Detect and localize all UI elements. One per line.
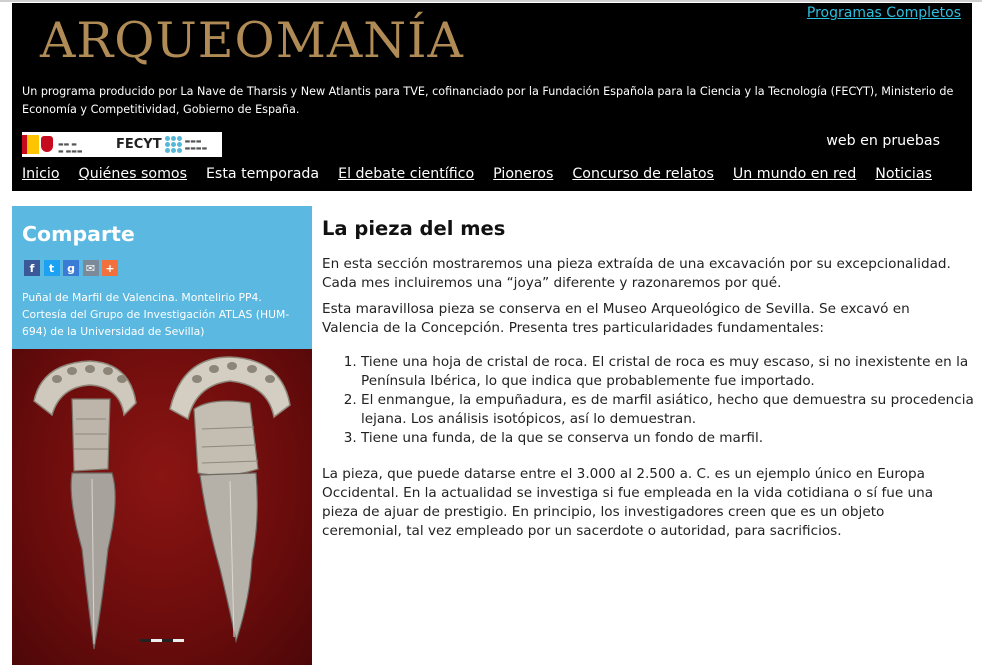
share-buttons	[24, 260, 122, 276]
email-icon[interactable]: ✉	[83, 260, 99, 276]
comparte-heading: Comparte	[22, 222, 135, 246]
conclusion-paragraph: La pieza, que puede datarse entre el 3.000 al 2.500 a. C. es un ejemplo único en Europa Occidental. En la actualidad se investiga si fue empleada en la vida cotidiana o sí fue una pieza de ajuar de prestigio. En principio, los investigadores creen que es un objeto ceremonial, tal vez empleado por un sacerdote o autoridad, para sacrificios.	[322, 466, 934, 539]
fecyt-logo-text: FECYT	[116, 137, 162, 152]
flag-yellow-stripe	[27, 135, 39, 154]
fecyt-subtext-mark: ▬▬▬ ▬▬▬▬	[184, 137, 208, 152]
coat-of-arms-icon	[41, 136, 53, 152]
site-header	[12, 3, 972, 191]
sponsor-logos[interactable]	[22, 132, 222, 157]
more-plus-icon[interactable]: +	[102, 260, 118, 276]
particularities-list	[322, 353, 982, 448]
google-plus-icon[interactable]: g	[63, 260, 79, 276]
nav-inicio[interactable]: Inicio	[22, 166, 60, 182]
web-status-note: web en pruebas	[826, 133, 940, 149]
fecyt-dots-icon	[165, 136, 182, 153]
photo-caption: Puñal de Marfil de Valencina. Montelirio PP4. Cortesía del Grupo de Investigación ATLAS (HUM-694) de la Universidad de Sevilla)	[22, 291, 290, 338]
nav-quienes-somos[interactable]: Quiénes somos	[78, 166, 187, 182]
ministry-mark: ▬▬ ▬ ▬ ▬▬▬	[58, 141, 83, 155]
nav-concurso-relatos[interactable]: Concurso de relatos	[572, 166, 714, 182]
nav-mundo-en-red[interactable]: Un mundo en red	[732, 166, 857, 182]
nav-esta-temporada[interactable]: Esta temporada	[205, 166, 320, 182]
dagger-illustration	[12, 349, 312, 665]
site-logo[interactable]: ARQUEOMANÍA	[40, 12, 464, 69]
production-credits: Un programa producido por La Nave de Tharsis y New Atlantis para TVE, cofinanciado por la Fundación Española para la Ciencia y la Tecnología (FECYT), Ministerio de Economía y Competitividad, Gobierno de España.	[22, 85, 954, 116]
page-title: La pieza del mes	[322, 217, 506, 240]
facebook-icon[interactable]: f	[24, 260, 40, 276]
list-item: 3. Tiene una funda, de la que se conserva un fondo de marfil.	[361, 429, 982, 448]
list-item: 2. El enmangue, la empuñadura, es de marfil asiático, hecho que demuestra su procedencia lejana. Los análisis isotópicos, así lo demuestran.	[361, 391, 982, 429]
nav-pioneros[interactable]: Pioneros	[493, 166, 554, 182]
description-paragraph: Esta maravillosa pieza se conserva en el Museo Arqueológico de Sevilla. Se excavó en Valencia de la Concepción. Presenta tres particularidades fundamentales:	[322, 301, 910, 336]
list-item: 1. Tiene una hoja de cristal de roca. El cristal de roca es muy escaso, si no inexistente en la Península Ibérica, lo que indica que probablemente fue importado.	[361, 353, 982, 391]
gobierno-espana-logo	[22, 132, 114, 157]
main-navigation	[22, 166, 951, 182]
twitter-icon[interactable]: t	[44, 260, 60, 276]
intro-paragraph: En esta sección mostraremos una pieza extraída de una excavación por su excepcionalidad. Cada mes incluiremos una “joya” diferente y razonaremos por qué.	[322, 256, 951, 291]
browser-top-edge	[0, 0, 982, 2]
programas-completos-link[interactable]: Programas Completos	[806, 5, 961, 21]
ivory-dagger-photo	[12, 349, 312, 665]
share-sidebar	[12, 206, 312, 665]
nav-debate-cientifico[interactable]: El debate científico	[338, 166, 475, 182]
nav-noticias[interactable]: Noticias	[875, 166, 932, 182]
